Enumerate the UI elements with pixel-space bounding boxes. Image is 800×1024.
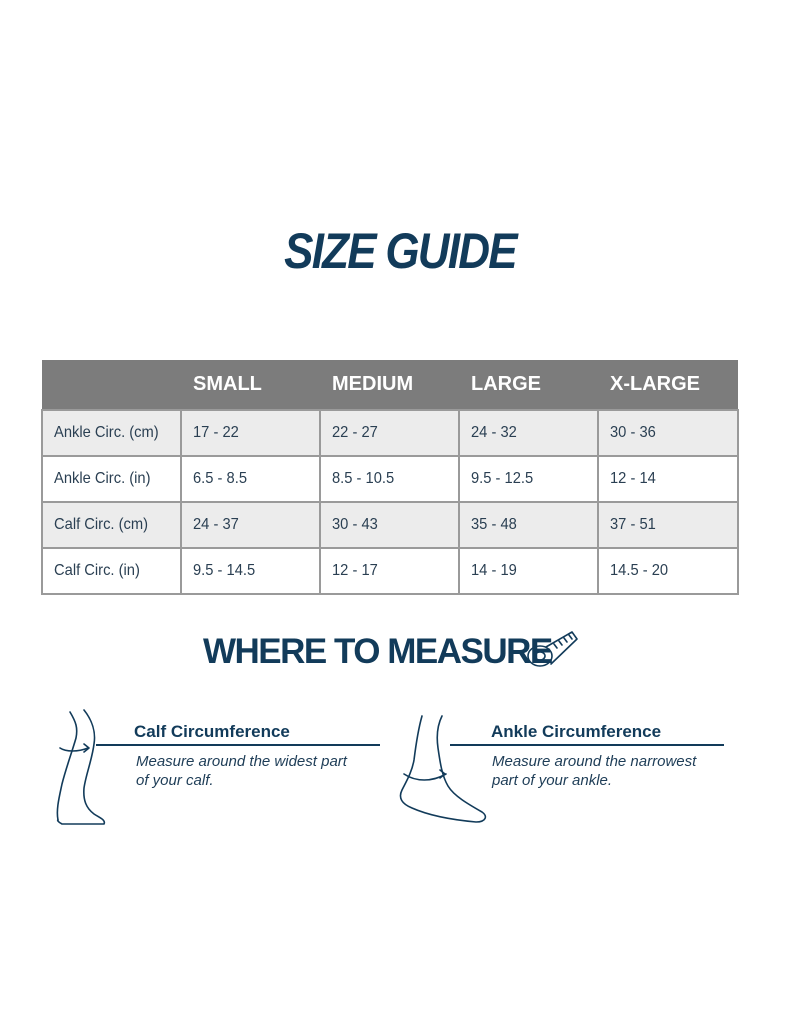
table-row: [42, 456, 738, 502]
table-cell: 8.5 - 10.5: [320, 456, 459, 502]
measuring-tape-icon: [524, 626, 580, 674]
table-cell: 9.5 - 12.5: [459, 456, 598, 502]
table-row: [42, 410, 738, 456]
table-cell: 35 - 48: [459, 502, 598, 548]
table-header-small: SMALL: [181, 360, 320, 410]
table-cell: 14 - 19: [459, 548, 598, 594]
table-row: [42, 502, 738, 548]
table-header-row: [42, 360, 738, 410]
ankle-foot-icon: [400, 716, 485, 822]
calf-divider: [96, 744, 380, 746]
table-cell: 24 - 37: [181, 502, 320, 548]
where-to-measure-title: WHERE TO MEASURE: [203, 632, 552, 671]
table-cell: 12 - 14: [598, 456, 738, 502]
table-header-x-large: X-LARGE: [598, 360, 738, 410]
table-header-large: LARGE: [459, 360, 598, 410]
page-title: SIZE GUIDE: [284, 223, 516, 279]
calf-description: Measure around the widest part of your calf.: [136, 753, 347, 789]
table-header-medium: MEDIUM: [320, 360, 459, 410]
calf-leg-icon: [48, 708, 112, 830]
table-cell: 30 - 43: [320, 502, 459, 548]
size-table: [41, 360, 739, 595]
ankle-description: Measure around the narrowest part of your ankle.: [492, 753, 697, 789]
table-cell: 24 - 32: [459, 410, 598, 456]
row-label: Ankle Circ. (cm): [42, 410, 181, 456]
table-cell: 22 - 27: [320, 410, 459, 456]
table-header-cell: [42, 360, 181, 410]
ankle-divider: [450, 744, 724, 746]
table-cell: 14.5 - 20: [598, 548, 738, 594]
calf-heading: Calf Circumference: [134, 722, 290, 741]
row-label: Ankle Circ. (in): [42, 456, 181, 502]
table-cell: 9.5 - 14.5: [181, 548, 320, 594]
table-cell: 12 - 17: [320, 548, 459, 594]
row-label: Calf Circ. (cm): [42, 502, 181, 548]
table-cell: 30 - 36: [598, 410, 738, 456]
row-label: Calf Circ. (in): [42, 548, 181, 594]
ankle-heading: Ankle Circumference: [491, 722, 662, 741]
table-cell: 17 - 22: [181, 410, 320, 456]
table-row: [42, 548, 738, 594]
table-cell: 37 - 51: [598, 502, 738, 548]
table-cell: 6.5 - 8.5: [181, 456, 320, 502]
